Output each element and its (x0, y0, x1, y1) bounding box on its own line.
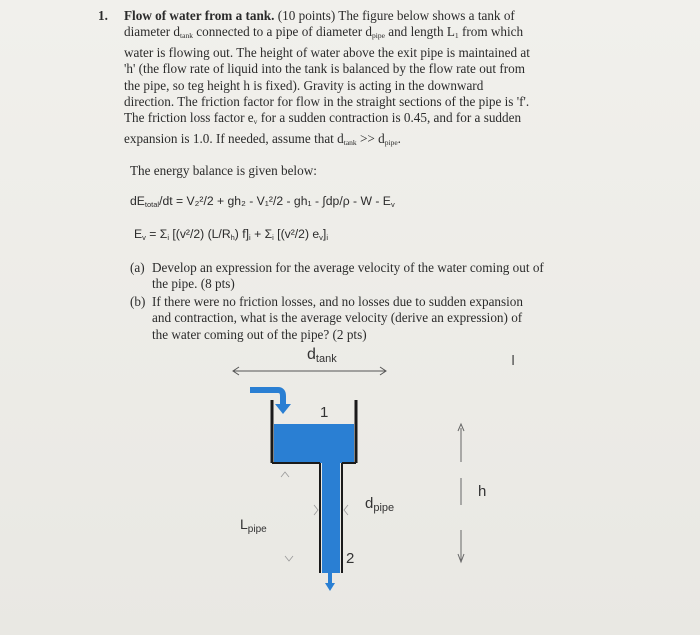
d-tank-arrowhead-right (380, 367, 386, 375)
eq-text: E (134, 227, 143, 241)
eq-text: [(v²/2) (L/R (169, 227, 231, 241)
part-text: the pipe. (8 pts) (152, 276, 235, 292)
subscript: pipe (372, 31, 385, 41)
point-2-label: 2 (346, 550, 355, 567)
problem-title: Flow of water from a tank. (124, 8, 275, 23)
inflow-arrow (250, 390, 283, 406)
l-pipe-label: $L_{pipe}$ (240, 516, 267, 535)
problem-text: direction. The friction factor for flow in the straight sections of the pipe is 'f'. (124, 94, 530, 110)
l-pipe-arrowhead-bottom (285, 556, 293, 561)
subscript: h (230, 233, 235, 242)
problem-text: the pipe, so teg height h is fixed). Gravity is acting in the downward (124, 77, 484, 93)
problem-text: diameter d (124, 24, 181, 40)
subscript: v (319, 233, 323, 242)
eq-text: [(v²/2) e (273, 227, 320, 241)
h-label: h (478, 483, 487, 500)
outflow-arrowhead (325, 583, 335, 591)
pipe-water (322, 463, 340, 573)
subscript: 1 (454, 31, 459, 41)
text-cursor-icon: I (511, 352, 516, 369)
subscript: i (249, 233, 251, 242)
d-pipe-marker-right (344, 505, 348, 515)
inflow-arrowhead (275, 404, 291, 414)
part-text: If there were no friction losses, and no losses due to sudden expansion (152, 293, 523, 309)
part-label: (a) (130, 260, 145, 275)
d-pipe-label: $d_{pipe}$ (365, 495, 395, 514)
eq-text: = Σ (145, 227, 168, 241)
energy-balance-intro: The energy balance is given below: (130, 163, 317, 178)
subscript: i (326, 233, 328, 242)
problem-text: and length L (388, 24, 455, 40)
problem-text: The friction loss factor e (124, 110, 254, 126)
h-arrowhead-bottom (458, 554, 464, 562)
subscript: tank (180, 31, 193, 41)
problem-text: for a sudden contraction is 0.45, and for a sudden (260, 110, 522, 126)
subscript: tank (343, 137, 357, 147)
problem-text: >> d (359, 130, 385, 146)
question-parts (130, 260, 600, 344)
problem-text: expansion is 1.0. If needed, assume that d (124, 130, 344, 146)
l-pipe-arrowhead-top (281, 472, 289, 477)
problem-text: 'h' (the flow rate of liquid into the tank is balanced by the flow rate out from (124, 61, 525, 77)
problem-text: water is flowing out. The height of water above the exit pipe is maintained at (124, 44, 530, 60)
subscript: v (390, 200, 395, 209)
subscript: i (272, 233, 274, 242)
problem-number: 1. (98, 8, 108, 23)
d-tank-arrowhead-left (233, 367, 239, 375)
problem-text: (10 points) The figure below shows a tank of (277, 8, 515, 23)
problem-text: . (397, 130, 401, 146)
subscript: pipe (384, 137, 398, 147)
point-1-label: 1 (320, 404, 329, 421)
part-a (130, 260, 600, 293)
part-text: and contraction, what is the average velocity (derive an expression) of (152, 310, 523, 326)
eq-text: dE (130, 194, 145, 208)
part-text: the water coming out of the pipe? (2 pts) (152, 326, 367, 342)
tank-water (274, 424, 354, 463)
loss-equation (134, 227, 328, 242)
part-text: Develop an expression for the average velocity of the water coming out of (152, 260, 544, 275)
subscript: total (144, 200, 160, 209)
d-pipe-marker-left (314, 505, 318, 515)
eq-text: + Σ (250, 227, 273, 241)
part-label: (b) (130, 293, 146, 309)
problem-text: from which (461, 24, 524, 40)
subscript: i (167, 233, 169, 242)
eq-text: ] (322, 227, 327, 241)
part-b (130, 294, 600, 343)
h-arrowhead-top (458, 424, 464, 431)
eq-text: ) f] (234, 227, 250, 241)
problem-text: connected to a pipe of diameter d (196, 24, 373, 40)
subscript: v (142, 233, 146, 242)
d-tank-label: dtank (307, 346, 337, 365)
energy-equation (130, 194, 395, 209)
subscript: v (253, 117, 258, 127)
problem-statement (98, 8, 593, 151)
eq-text: /dt = V₂²/2 + gh₂ - V₁²/2 - gh₁ - ∫dp/ρ - W - E (159, 194, 391, 208)
